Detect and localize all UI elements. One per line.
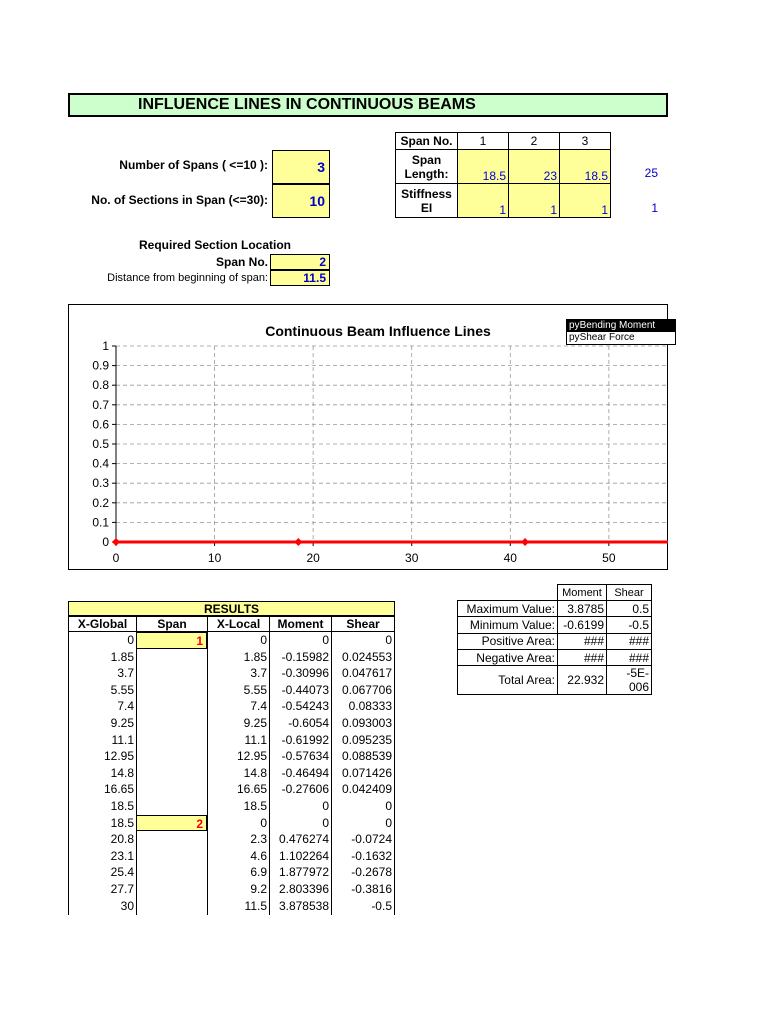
- span-length-3[interactable]: 18.5: [560, 150, 611, 184]
- section-heading: Required Section Location: [139, 238, 292, 252]
- results-row: [68, 665, 395, 682]
- col-head-span: Span: [136, 616, 208, 632]
- results-cell-xg: 12.95: [103, 749, 134, 764]
- results-cell-span: [137, 898, 206, 915]
- results-cell-span: 2: [136, 815, 207, 832]
- support-point: [112, 538, 120, 546]
- results-row: [68, 732, 395, 749]
- results-cell-xl: 16.65: [236, 782, 267, 797]
- results-cell-xl: 3.7: [250, 666, 267, 681]
- y-tick-label: 0.6: [92, 417, 109, 432]
- summary-label: Minimum Value:: [458, 617, 558, 633]
- results-cell-span: [137, 665, 206, 682]
- results-cell-s: -0.2678: [351, 865, 392, 880]
- results-cell-xg: 11.1: [111, 732, 134, 747]
- section-span-input[interactable]: 2: [270, 254, 330, 270]
- y-tick-label: 0.7: [92, 397, 109, 412]
- results-cell-s: 0.093003: [341, 715, 392, 730]
- results-cell-xg: 20.8: [110, 832, 134, 847]
- results-row: [68, 649, 395, 666]
- results-cell-span: [137, 848, 206, 865]
- x-tick-label: 10: [207, 551, 222, 565]
- results-cell-s: -0.1632: [351, 848, 392, 863]
- results-cell-m: -0.27606: [281, 782, 329, 797]
- results-cell-span: [137, 698, 206, 715]
- results-cell-xg: 1.85: [110, 649, 134, 664]
- summary-moment: ###: [558, 633, 607, 649]
- results-cell-m: 1.877972: [278, 865, 329, 880]
- summary-moment: 22.932: [558, 666, 607, 695]
- results-cell-m: 0: [322, 815, 329, 830]
- results-cell-xg: 16.65: [103, 782, 134, 797]
- results-heading: RESULTS: [68, 601, 395, 616]
- x-tick-label: 50: [602, 551, 616, 565]
- results-cell-xl: 11.1: [244, 732, 267, 747]
- results-cell-s: 0.095235: [341, 732, 392, 747]
- results-cell-s: -0.3816: [351, 881, 392, 896]
- results-cell-xl: 6.9: [250, 865, 267, 880]
- stiffness-4: 1: [651, 201, 658, 215]
- results-cell-span: [137, 682, 206, 699]
- results-cell-xg: 0: [127, 633, 134, 647]
- results-cell-xl: 1.85: [243, 649, 267, 664]
- stiffness-3[interactable]: 1: [560, 184, 611, 218]
- stiffness-2[interactable]: 1: [509, 184, 560, 218]
- results-cell-m: -0.30996: [281, 666, 329, 681]
- col-head-moment: Moment: [269, 616, 332, 632]
- results-cell-xl: 9.2: [250, 881, 267, 896]
- summary-row: [458, 649, 652, 665]
- results-row: [68, 765, 395, 782]
- span-number-1: 1: [458, 133, 509, 150]
- results-cell-s: 0: [385, 815, 392, 830]
- y-tick-label: 0.9: [92, 358, 109, 373]
- results-cell-span: [137, 765, 206, 782]
- results-cell-xl: 9.25: [243, 715, 267, 730]
- span-table: [395, 132, 611, 218]
- results-row: [68, 848, 395, 865]
- col-head-shear: Shear: [331, 616, 395, 632]
- results-cell-xl: 11.5: [244, 898, 267, 913]
- y-tick-label: 0.1: [92, 515, 109, 530]
- results-cell-span: 1: [136, 632, 207, 649]
- results-row: [68, 831, 395, 848]
- legend-item-moment[interactable]: pyBending Moment: [567, 320, 675, 332]
- results-row: [68, 715, 395, 732]
- summary-row: [458, 666, 652, 695]
- results-cell-xg: 25.4: [110, 865, 134, 880]
- span-length-label: Span Length:: [396, 150, 458, 184]
- results-cell-xl: 4.6: [250, 848, 267, 863]
- legend-item-shear[interactable]: pyShear Force: [569, 332, 635, 343]
- distance-input[interactable]: 11.5: [270, 270, 330, 286]
- stiffness-1[interactable]: 1: [458, 184, 509, 218]
- span-number-3: 3: [560, 133, 611, 150]
- y-tick-label: 0.4: [92, 456, 109, 471]
- results-cell-s: 0: [385, 798, 392, 813]
- summary-moment: 3.8785: [558, 601, 607, 617]
- section-span-label: Span No.: [215, 255, 268, 269]
- results-cell-xl: 7.4: [250, 699, 267, 714]
- chart-axes: [92, 339, 668, 565]
- results-row: [68, 682, 395, 699]
- results-cell-xl: 14.8: [243, 765, 267, 780]
- chart-legend[interactable]: [566, 319, 676, 345]
- results-cell-span: [137, 649, 206, 666]
- results-cell-span: [137, 781, 206, 798]
- results-cell-s: 0.071426: [341, 765, 392, 780]
- y-tick-label: 0.2: [92, 495, 109, 510]
- results-cell-m: -0.61992: [281, 732, 329, 747]
- results-cell-xl: 18.5: [243, 798, 267, 813]
- results-row: [68, 781, 395, 798]
- results-cell-span: [137, 798, 206, 815]
- results-cell-xg: 3.7: [117, 666, 134, 681]
- results-cell-xl: 0: [260, 633, 267, 647]
- results-cell-s: -0.0724: [351, 832, 392, 847]
- num-spans-label: Number of Spans ( <=10 ):: [119, 158, 268, 172]
- chart-title: Continuous Beam Influence Lines: [265, 323, 491, 339]
- results-cell-xg: 9.25: [110, 715, 134, 730]
- results-cell-s: 0.067706: [341, 682, 392, 697]
- summary-shear: ###: [607, 633, 652, 649]
- y-tick-label: 0.5: [92, 437, 109, 451]
- results-cell-m: 0: [322, 633, 329, 647]
- col-head-xglobal: X-Global: [68, 616, 137, 632]
- summary-shear: 0.5: [607, 601, 652, 617]
- results-row: [68, 815, 395, 832]
- summary-table: [457, 584, 652, 695]
- chart-grid: [116, 346, 668, 542]
- results-cell-m: -0.57634: [281, 749, 329, 764]
- results-cell-xg: 5.55: [110, 682, 134, 697]
- x-tick-label: 40: [503, 551, 517, 565]
- summary-moment: ###: [558, 649, 607, 665]
- results-row: [68, 898, 395, 915]
- summary-row: [458, 617, 652, 633]
- results-row: [68, 798, 395, 815]
- results-cell-xg: 27.7: [110, 881, 134, 896]
- results-cell-xg: 7.4: [117, 699, 134, 714]
- results-cell-m: 1.102264: [278, 848, 329, 863]
- summary-shear: ###: [607, 649, 652, 665]
- results-cell-m: 0: [322, 798, 329, 813]
- y-tick-label: 0.8: [92, 378, 109, 393]
- results-row: [68, 864, 395, 881]
- results-cell-xl: 12.95: [236, 749, 267, 764]
- distance-label: Distance from beginning of span:: [107, 272, 268, 284]
- results-cell-s: -0.5: [371, 898, 392, 913]
- results-cell-xg: 14.8: [110, 765, 134, 780]
- chart-marks: [112, 538, 668, 546]
- results-cell-m: 0.476274: [278, 832, 329, 847]
- summary-label: Positive Area:: [458, 633, 558, 649]
- stiffness-label: Stiffness EI: [396, 184, 458, 218]
- results-cell-s: 0.088539: [341, 749, 392, 764]
- results-cell-m: -0.6054: [288, 715, 329, 730]
- span-length-4: 25: [644, 166, 658, 180]
- results-cell-m: -0.15982: [281, 649, 329, 664]
- results-cell-span: [137, 715, 206, 732]
- results-body: [68, 632, 395, 914]
- results-cell-span: [137, 732, 206, 749]
- results-cell-s: 0: [385, 633, 392, 647]
- results-cell-xl: 0: [260, 815, 267, 830]
- summary-shear: -5E-006: [607, 666, 652, 695]
- num-sections-input[interactable]: 10: [272, 184, 330, 218]
- results-row: [68, 698, 395, 715]
- results-cell-m: -0.44073: [281, 682, 329, 697]
- results-cell-m: 2.803396: [278, 881, 329, 896]
- results-row: [68, 881, 395, 898]
- num-sections-label: No. of Sections in Span (<=30):: [91, 193, 268, 207]
- results-cell-s: 0.024553: [341, 649, 392, 664]
- results-cell-span: [137, 831, 206, 848]
- summary-label: Total Area:: [458, 666, 558, 695]
- results-cell-xg: 23.1: [110, 848, 134, 863]
- summary-moment: -0.6199: [558, 617, 607, 633]
- col-head-xlocal: X-Local: [207, 616, 270, 632]
- span-length-2[interactable]: 23: [509, 150, 560, 184]
- results-cell-s: 0.08333: [348, 699, 392, 714]
- x-tick-label: 20: [306, 551, 320, 565]
- y-tick-label: 0.3: [92, 476, 109, 491]
- y-tick-label: 1: [102, 339, 109, 353]
- results-cell-xg: 18.5: [110, 815, 134, 830]
- page-title: INFLUENCE LINES IN CONTINUOUS BEAMS: [138, 96, 476, 113]
- results-cell-m: -0.54243: [281, 699, 329, 714]
- summary-shear: -0.5: [607, 617, 652, 633]
- x-tick-label: 0: [112, 551, 120, 565]
- span-number-2: 2: [509, 133, 560, 150]
- results-row: [68, 632, 395, 649]
- span-length-1[interactable]: 18.5: [458, 150, 509, 184]
- summary-header-moment: Moment: [558, 585, 607, 601]
- results-cell-m: 3.878538: [278, 898, 329, 913]
- summary-row: [458, 633, 652, 649]
- results-cell-xl: 2.3: [250, 832, 267, 847]
- summary-label: Maximum Value:: [458, 601, 558, 617]
- results-cell-span: [137, 864, 206, 881]
- results-cell-xg: 18.5: [110, 798, 134, 813]
- num-spans-input[interactable]: 3: [272, 150, 330, 184]
- results-cell-s: 0.042409: [341, 782, 392, 797]
- support-point: [521, 538, 529, 546]
- results-cell-span: [137, 881, 206, 898]
- support-point: [294, 538, 302, 546]
- summary-label: Negative Area:: [458, 649, 558, 665]
- y-tick-label: 0: [102, 535, 109, 549]
- results-cell-span: [137, 748, 206, 765]
- results-cell-xg: 30: [120, 898, 134, 913]
- x-tick-label: 30: [405, 551, 419, 565]
- summary-row: [458, 601, 652, 617]
- results-cell-s: 0.047617: [341, 666, 392, 681]
- span-no-header: Span No.: [396, 133, 458, 150]
- summary-header-shear: Shear: [607, 585, 652, 601]
- results-cell-xl: 5.55: [243, 682, 267, 697]
- results-row: [68, 748, 395, 765]
- results-cell-m: -0.46494: [281, 765, 329, 780]
